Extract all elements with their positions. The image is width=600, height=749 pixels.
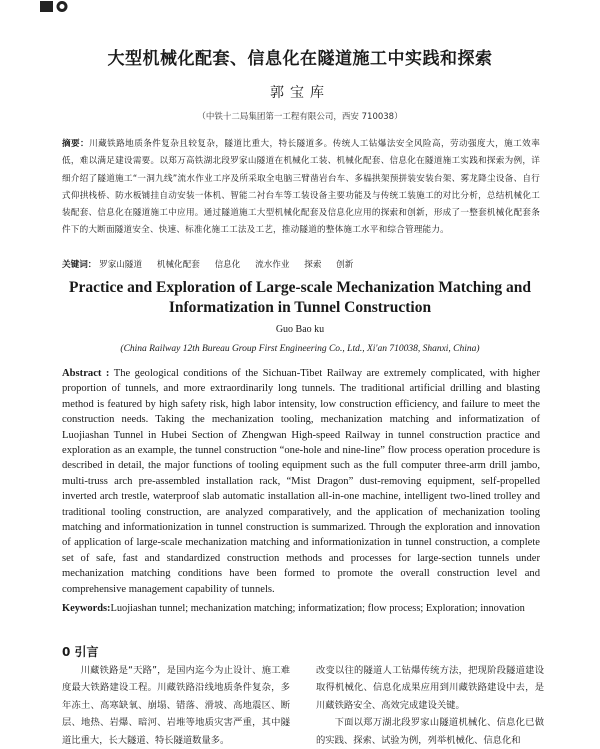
body-right-paragraph-1: 改变以往的隧道人工钻爆传统方法，把现阶段隧道建设取得机械化、信息化成果应用到川藏铁路建设中去，是川藏铁路安全、高效完成建设关键。 <box>316 665 544 711</box>
english-author: Guo Bao ku <box>275 324 325 335</box>
chinese-keywords <box>62 258 540 272</box>
chinese-abstract-label: 摘要： <box>62 139 90 149</box>
chinese-abstract <box>62 136 540 240</box>
english-title-line-2: Informatization in Tunnel Construction <box>168 298 432 316</box>
english-abstract-text: The geological conditions of the Sichuan-Tibet Railway are extremely complicated, with higher proportion of tunnels, and more extraordinarily long tunnels. The traditional artificial drilling and blasting method is featured by high safety risk, high labor intensity, low construction efficiency, and failure to meet the construction needs. Taking the mechanization tooling, mechanization matching and informatization of Luojiashan Tunnel in Hubei Section of Zhengwan High-speed Railway in tunnel construction practice and exploration as an example, the tunnel construction “one-hole and nine-line” flow process operation procedure is described in detail, the major functions of tooling equipment such as the full computer three-arm drill jambo, multi-truss arch pre-assembled installation rack, “Mist Dragon” dust-removing equipment, self-propelled inverted arch trestle, waterproof slab automatic installation all-in-one machine, intelligent two-lined trolley and traditional tooling construction, are analyzed comparatively, and the application of mechanization tooling matching and informationization in tunnel construction is summarized. Through the exploration and innovation of application of large-scale mechanization matching and informationization in tunnel construction, a complete set of safe, fast and standardized construction methods and processes for large-section tunnels under mechanization matching conditions have been formed to promote the overall construction level and comprehensive management capability of tunnels. <box>62 368 540 595</box>
keyword: 机械化配套 <box>156 260 200 270</box>
journal-logo-icon <box>40 1 70 13</box>
english-keywords <box>62 602 540 616</box>
keyword: 罗家山隧道 <box>99 260 143 270</box>
english-affiliation: (China Railway 12th Bureau Group First Engineering Co., Ltd., Xi'an 710038, Shanxi, China) <box>120 344 480 354</box>
english-abstract <box>62 366 540 597</box>
chinese-abstract-text: 川藏铁路地质条件复杂且较复杂，隧道比重大，特长隧道多。传统人工钻爆法安全风险高，劳动强度大，施工效率低，难以满足建设需要。以郑万高铁湖北段罗家山隧道在机械化工装、机械化配套、信息化在隧道施工实践和探索为例，详细介绍了隧道施工“一洞九线”流水作业工序及所采取全电脑三臂凿岩台车、多榀拱架预拼装安装台架、雾龙降尘设备、自行式仰拱栈桥、防水板铺挂自动安装一体机、智能二衬台车等工装设备主要功能及与传统工装施工的对比分析，总结机械化工装配套、信息化在隧道施工中应用。通过隧道施工大型机械化配套及信息化应用的探索和创新，形成了一整套机械化配套条件下的大断面隧道安全、快速、标准化施工工法及工艺，推动隧道的整体施工水平和综合管理能力。 <box>62 139 540 236</box>
english-keywords-text: Luojiashan tunnel; mechanization matching; informatization; flow process; Exploration; innovation <box>110 603 525 614</box>
chinese-affiliation: （中铁十二局集团第一工程有限公司，西安 710038） <box>197 112 403 122</box>
body-right-paragraph-2: 下面以郑万湖北段罗家山隧道机械化、信息化已做的实践、探索、试验为例，列举机械化、信息化和 <box>316 717 544 746</box>
english-title <box>0 278 600 317</box>
section-heading: 0 引言 <box>62 645 99 659</box>
chinese-title: 大型机械化配套、信息化在隧道施工中实践和探索 <box>107 49 493 69</box>
keyword: 信息化 <box>214 260 241 270</box>
english-abstract-label: Abstract : <box>62 368 110 379</box>
body-left-column: 川藏铁路是“天路”，是国内迄今为止设计、施工难度最大铁路建设工程。川藏铁路沿线地质条件复杂，多年冻土、高寒缺氧、崩塌、错落、滑坡、高地震区、断层、地热、岩爆、暗河、岩堆等地质灾害严重，其中隧道比重大，长大隧道、特长隧道数量多。 <box>62 665 290 746</box>
body-right-column <box>316 662 544 749</box>
keyword: 流水作业 <box>255 260 290 270</box>
chinese-author: 郭宝库 <box>270 85 330 101</box>
chinese-keywords-label: 关键词： <box>62 260 97 270</box>
english-keywords-label: Keywords: <box>62 603 111 614</box>
keyword: 探索 <box>304 260 322 270</box>
english-title-line-1: Practice and Exploration of Large-scale Mechanization Matching and <box>69 279 531 296</box>
keyword: 创新 <box>336 260 354 270</box>
